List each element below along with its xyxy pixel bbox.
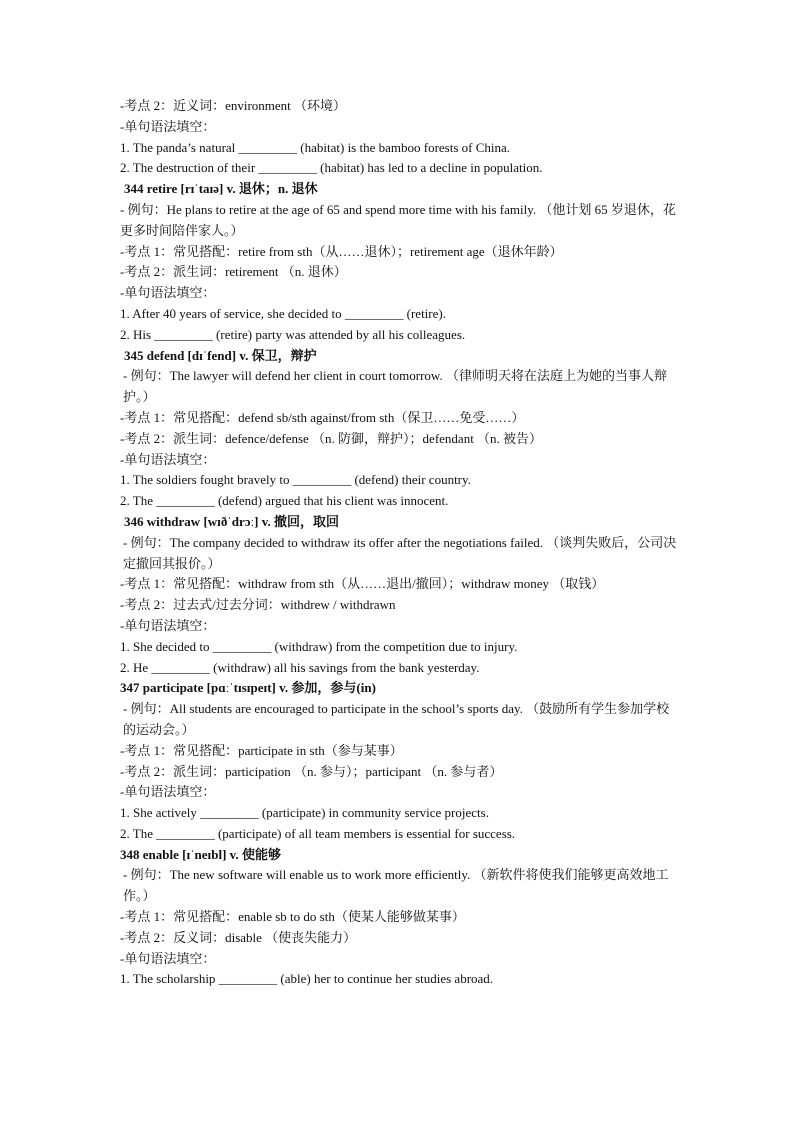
text-line: -考点 2：反义词：disable （使丧失能力） <box>120 929 357 945</box>
text-line: -单句语法填空： <box>120 617 216 633</box>
text-line: 1. She actively _________ (participate) in community service projects. <box>120 805 489 821</box>
entry-heading: 348 enable [ɪˈneɪbl] v. 使能够 <box>120 846 281 862</box>
entry-heading: 346 withdraw [wɪðˈdrɔː] v. 撤回，取回 <box>124 513 339 529</box>
text-line: -单句语法填空： <box>120 285 216 301</box>
text-line: 2. The _________ (participate) of all team members is essential for success. <box>120 825 516 841</box>
entry-heading: 344 retire [rɪˈtaɪə] v. 退休；n. 退休 <box>124 181 318 197</box>
text-line: -考点 1：常见搭配：retire from sth（从……退休）；retirement age（退休年龄） <box>120 243 563 259</box>
text-line: -单句语法填空： <box>120 451 216 467</box>
example-paragraph: - 例句：The company decided to withdraw its offer after the negotiations failed. （谈判失败后，公司决定撤回其报价。） <box>123 534 677 571</box>
example-paragraph: - 例句：The lawyer will defend her client in court tomorrow. （律师明天将在法庭上为她的当事人辩护。） <box>123 368 667 405</box>
text-line: -考点 2：派生词：defence/defense （n. 防御，辩护）；defendant （n. 被告） <box>120 430 543 446</box>
example-paragraph: - 例句：The new software will enable us to work more efficiently. （新软件将使我们能够更高效地工作。） <box>123 867 669 904</box>
text-paragraph: -考点 1：常见搭配：withdraw from sth（从……退出/撤回）；withdraw money （取钱） <box>120 576 605 592</box>
entry-heading: 347 participate [pɑːˈtɪsɪpeɪt] v. 参加，参与(in) <box>120 680 376 696</box>
text-line: -考点 1：常见搭配：enable sb to do sth（使某人能够做某事） <box>120 909 465 925</box>
text-line: 2. The _________ (defend) argued that his client was innocent. <box>120 493 449 509</box>
text-line: -考点 2：派生词：retirement （n. 退休） <box>120 264 347 280</box>
text-line: 2. The destruction of their _________ (habitat) has led to a decline in population. <box>120 160 543 176</box>
text-paragraph: - 例句：He plans to retire at the age of 65 and spend more time with his family. （他计划 65 岁退休，花更多时间陪伴家人。） <box>120 201 676 238</box>
text-line: 2. His _________ (retire) party was attended by all his colleagues. <box>120 326 466 342</box>
text-line: 1. She decided to _________ (withdraw) from the competition due to injury. <box>120 638 518 654</box>
text-line: -考点 1：常见搭配：participate in sth（参与某事） <box>120 742 403 758</box>
text-line: -考点 2：近义词：environment （环境） <box>120 98 347 113</box>
text-line: -考点 2：过去式/过去分词：withdrew / withdrawn <box>120 597 396 613</box>
entry-heading: 345 defend [dɪˈfend] v. 保卫，辩护 <box>124 347 317 363</box>
text-line: 2. He _________ (withdraw) all his savings from the bank yesterday. <box>120 659 480 675</box>
text-line: 1. The soldiers fought bravely to _________ (defend) their country. <box>120 472 471 488</box>
example-paragraph: - 例句：All students are encouraged to participate in the school’s sports day. （鼓励所有学生参加学校的运动会。） <box>123 701 670 737</box>
text-line: -单句语法填空： <box>120 118 216 134</box>
text-line: 1. The panda’s natural _________ (habitat) is the bamboo forests of China. <box>120 139 511 155</box>
text-line: 1. The scholarship _________ (able) her to continue her studies abroad. <box>120 971 494 987</box>
text-line: -考点 1：常见搭配：defend sb/sth against/from sth（保卫……免受……） <box>120 409 525 425</box>
text-line: -单句语法填空： <box>120 784 216 800</box>
text-line: -单句语法填空： <box>120 950 216 966</box>
text-line: -考点 2：派生词：participation （n. 参与）；participant （n. 参与者） <box>120 763 503 779</box>
text-line: 1. After 40 years of service, she decided to _________ (retire). <box>120 305 446 321</box>
document-content <box>120 96 680 990</box>
